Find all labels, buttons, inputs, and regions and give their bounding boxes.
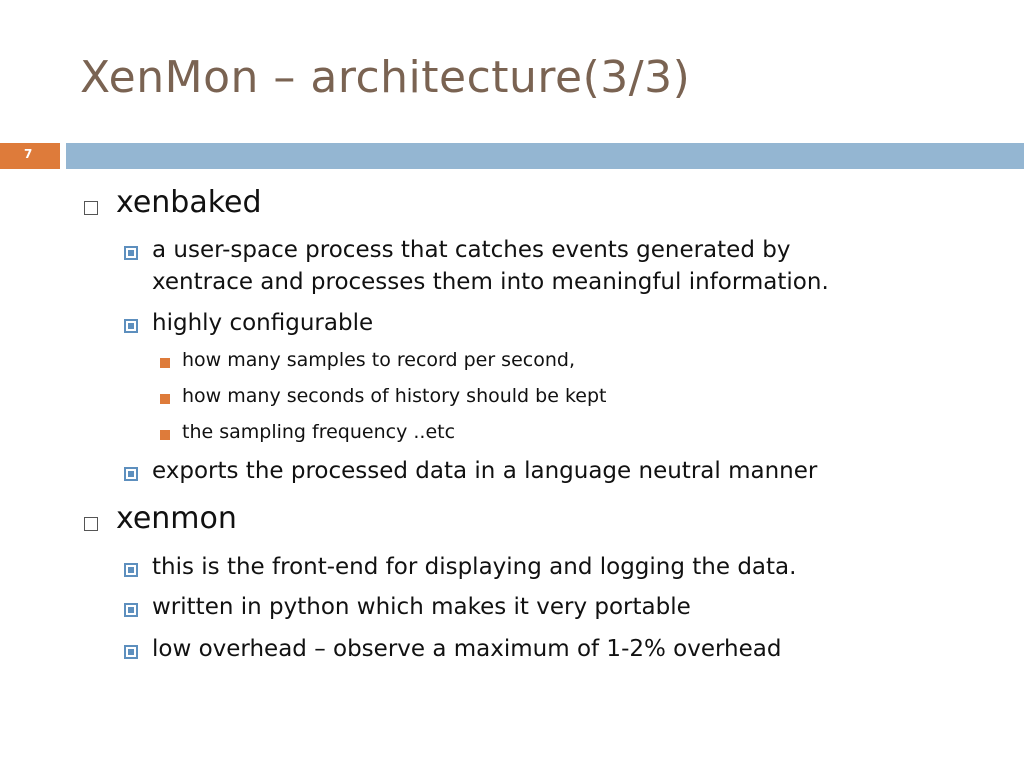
bullet-frontend: this is the front-end for displaying and logging the data. [152,554,797,580]
square-bullet-icon [124,246,138,260]
square-bullet-icon [124,467,138,481]
hollow-square-bullet-icon [84,201,98,215]
bullet-xenbaked: xenbaked [116,185,262,220]
bullet-python: written in python which makes it very portable [152,594,691,620]
bullet-exports: exports the processed data in a language neutral manner [152,458,818,484]
square-bullet-icon [124,645,138,659]
bullet-samples: how many samples to record per second, [182,349,575,371]
bullet-history: how many seconds of history should be kept [182,385,607,407]
square-bullet-icon [124,603,138,617]
hollow-square-bullet-icon [84,517,98,531]
bullet-xenmon: xenmon [116,501,237,536]
bullet-xenbaked-desc-line1: a user-space process that catches events generated by [152,237,791,263]
orange-square-bullet-icon [160,358,170,368]
bullet-frequency: the sampling frequency ..etc [182,421,456,443]
orange-square-bullet-icon [160,394,170,404]
slide-number: 7 [24,147,33,161]
square-bullet-icon [124,319,138,333]
slide-title: XenMon – architecture(3/3) [80,52,691,103]
square-bullet-icon [124,563,138,577]
bullet-configurable: highly configurable [152,310,374,336]
bullet-overhead: low overhead – observe a maximum of 1-2% overhead [152,636,782,662]
orange-square-bullet-icon [160,430,170,440]
bullet-xenbaked-desc-line2: xentrace and processes them into meaningful information. [152,269,829,295]
